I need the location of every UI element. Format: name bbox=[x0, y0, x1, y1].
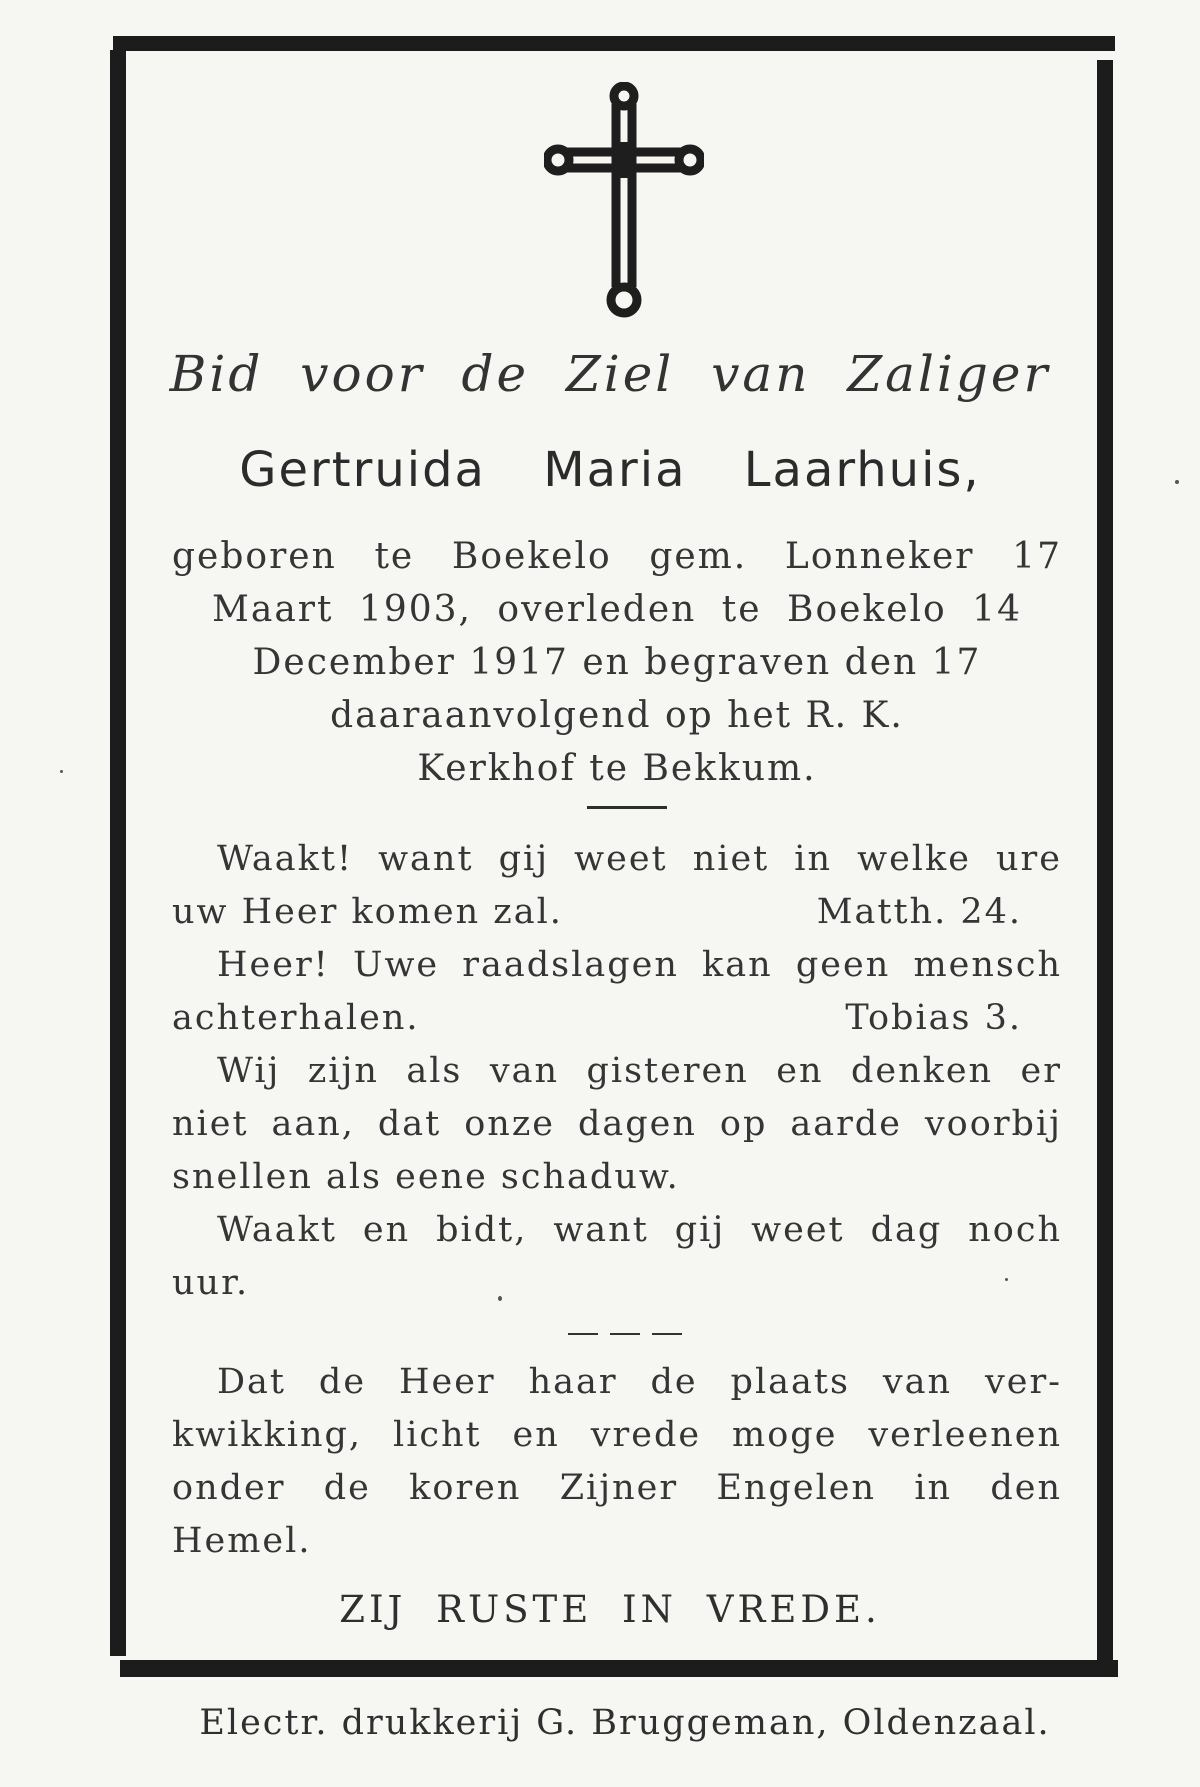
printer-imprint: Electr. drukkerij G. Bruggeman, Oldenzaal. bbox=[199, 1703, 1051, 1743]
ink-speck bbox=[1175, 480, 1179, 484]
divider-rule bbox=[587, 806, 667, 809]
closing-prayer bbox=[172, 1356, 1062, 1568]
ink-speck bbox=[498, 1296, 502, 1301]
rest-in-peace: ZIJ RUSTE IN VREDE. bbox=[339, 1588, 881, 1631]
bio-line: December 1917 en begraven den 17 bbox=[252, 642, 982, 683]
invocation-heading: Bid voor de Ziel van Zaliger bbox=[169, 345, 1051, 403]
verse-line: niet aan, dat onze dagen op aarde voorbij bbox=[172, 1104, 1062, 1144]
prayer-line: Dat de Heer haar de plaats van ver- bbox=[217, 1362, 1062, 1402]
verse-line: Waakt en bidt, want gij weet dag noch bbox=[217, 1210, 1062, 1250]
verse-line bbox=[172, 886, 1062, 939]
biography bbox=[172, 530, 1062, 795]
bio-line: daaraanvolgend op het R. K. bbox=[330, 695, 904, 736]
verse-line: snellen als eene schaduw. bbox=[172, 1157, 680, 1197]
verse-text: achterhalen. bbox=[172, 998, 420, 1038]
bio-line: Maart 1903, overleden te Boekelo 14 bbox=[212, 589, 1022, 630]
border-left bbox=[110, 50, 126, 1656]
ink-speck bbox=[60, 770, 63, 773]
verse-reference: Tobias 3. bbox=[845, 998, 1022, 1038]
border-top bbox=[113, 36, 1115, 51]
verse-line bbox=[172, 992, 1062, 1045]
verse-line: Waakt! want gij weet niet in welke ure bbox=[217, 839, 1062, 879]
bio-line: geboren te Boekelo gem. Lonneker 17 bbox=[172, 536, 1062, 577]
prayer-line: Hemel. bbox=[172, 1521, 312, 1561]
verse-line: Heer! Uwe raadslagen kan geen mensch bbox=[217, 945, 1062, 985]
ink-speck bbox=[1005, 1278, 1008, 1281]
cross-icon bbox=[544, 82, 704, 320]
border-bottom bbox=[120, 1660, 1118, 1677]
verse-reference: Matth. 24. bbox=[816, 892, 1022, 932]
verse-text: uw Heer komen zal. bbox=[172, 892, 563, 932]
verse-line: uur. bbox=[172, 1263, 250, 1303]
ornamental-dashes bbox=[568, 1331, 683, 1337]
bio-line: Kerkhof te Bekkum. bbox=[417, 748, 817, 789]
verse-line: Wij zijn als van gisteren en denken er bbox=[217, 1051, 1062, 1091]
border-right bbox=[1097, 60, 1113, 1660]
prayer-line: kwikking, licht en vrede moge verleenen bbox=[172, 1415, 1062, 1455]
scripture-verses bbox=[172, 833, 1062, 1310]
prayer-line: onder de koren Zijner Engelen in den bbox=[172, 1468, 1062, 1508]
deceased-name: Gertruida Maria Laarhuis, bbox=[239, 442, 981, 498]
